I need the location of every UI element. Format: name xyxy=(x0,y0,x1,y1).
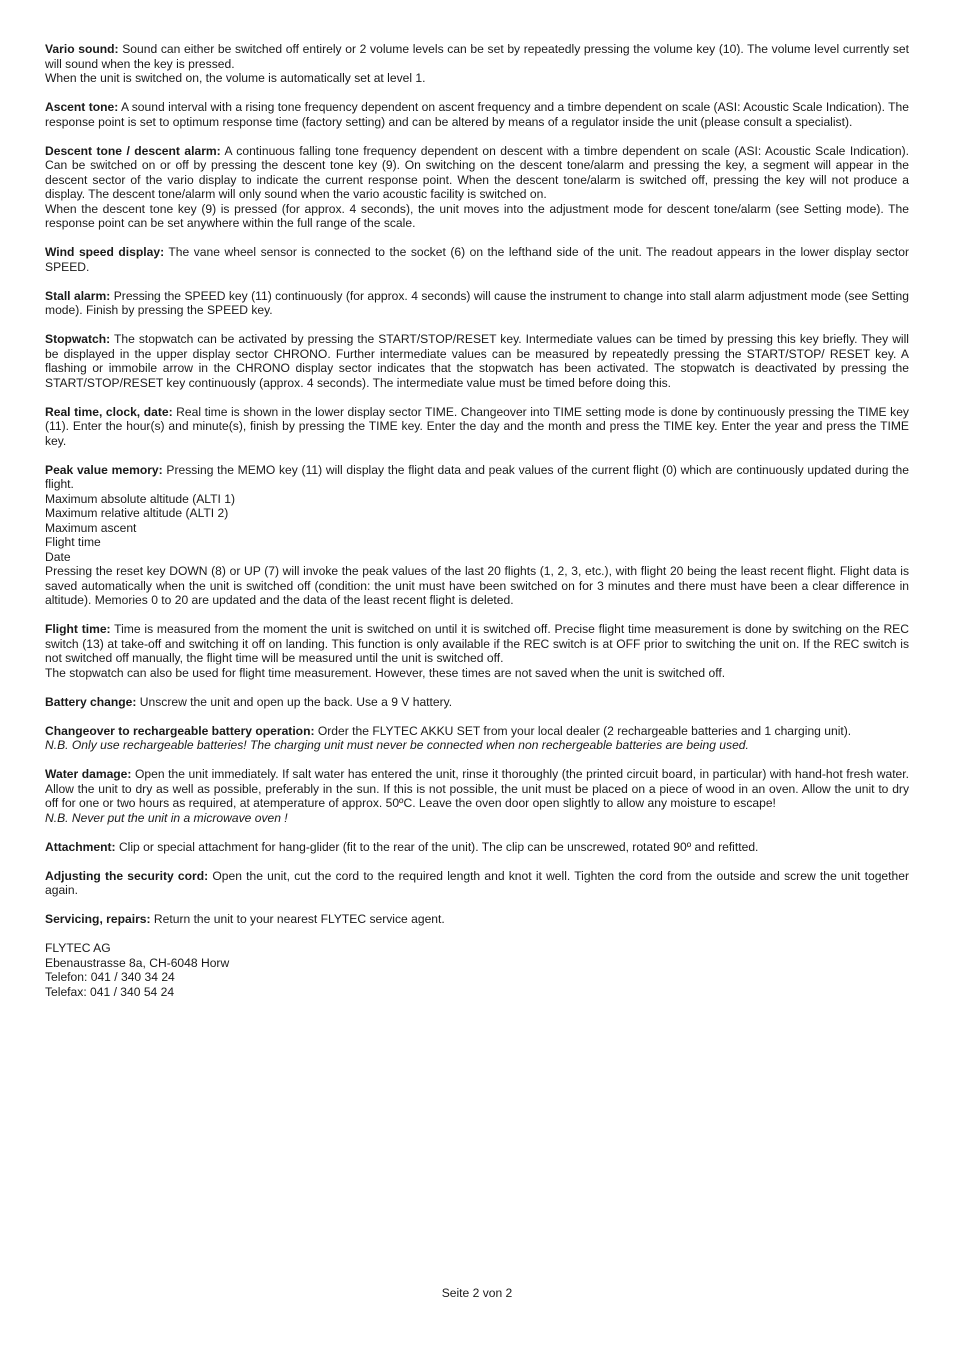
section-heading: Attachment: xyxy=(45,839,116,854)
section-paragraph xyxy=(45,289,909,318)
section-extra: The stopwatch can also be used for flight time measurement. However, these times are not saved when the unit is switched off. xyxy=(45,665,726,680)
section-body: The vane wheel sensor is connected to the socket (6) on the lefthand side of the unit. The readout appears in the lower display sector SPEED. xyxy=(45,245,909,274)
section-paragraph xyxy=(45,869,909,898)
section-body: The stopwatch can be activated by pressing the START/STOP/RESET key. Intermediate values can be timed by pressing this key briefly. They will be displayed in the upper display sector CHRONO. Further intermediate values can be measured by repeatedly pressing the START/STOP/ RESET key. A flashing or immobile arrow in the CHRONO display sector indicates that the stopwatch has been activated. The stopwatch is deactivated by pressing the START/STOP/RESET key continuously (approx. 4 seconds). The intermediate value must be timed before doing this. xyxy=(45,332,909,390)
section-body: Sound can either be switched off entirely or 2 volume levels can be set by repeatedly pressing the volume key (10). The volume level currently set will sound when the key is pressed. xyxy=(45,42,909,71)
list-item: Date xyxy=(45,549,71,564)
section-real-time xyxy=(45,405,909,449)
section-note: N.B. Only use rechargeable batteries! The charging unit must never be connected when non rechergeable batteries are being used. xyxy=(45,738,749,752)
list-item: Maximum absolute altitude (ALTI 1) xyxy=(45,491,235,506)
section-heading: Water damage: xyxy=(45,767,132,781)
section-paragraph xyxy=(45,245,909,274)
section-heading: Vario sound: xyxy=(45,42,119,56)
section-battery-change xyxy=(45,695,909,710)
section-heading: Battery change: xyxy=(45,694,137,709)
section-body: Order the FLYTEC AKKU SET from your local dealer (2 rechargeable batteries and 1 charging unit). xyxy=(317,723,852,738)
section-paragraph xyxy=(45,332,909,390)
phone-number: Telefon: 041 / 340 34 24 xyxy=(45,970,175,984)
section-heading: Stopwatch: xyxy=(45,332,111,346)
section-peak-value-memory xyxy=(45,463,909,608)
section-heading: Wind speed display: xyxy=(45,245,165,259)
section-ascent-tone xyxy=(45,100,909,129)
section-flight-time xyxy=(45,622,909,680)
section-heading: Peak value memory: xyxy=(45,462,163,477)
section-wind-speed-display xyxy=(45,245,909,274)
section-extra: When the descent tone key (9) is pressed (for approx. 4 seconds), the unit moves into the adjustment mode for descent tone/alarm (see Setting mode). The response point can be set anywhere within the full range of the scale. xyxy=(45,201,909,230)
section-body: Return the unit to your nearest FLYTEC service agent. xyxy=(153,912,445,926)
section-body: Pressing the MEMO key (11) will display the flight data and peak values of the current flight (0) which are continuously updated during the flight. xyxy=(45,462,909,491)
section-water-damage xyxy=(45,767,909,825)
section-stall-alarm xyxy=(45,289,909,318)
section-attachment xyxy=(45,840,909,855)
section-body: Unscrew the unit and open up the back. Use a 9 V hattery. xyxy=(139,694,453,709)
section-body: Real time is shown in the lower display sector TIME. Changeover into TIME setting mode is done by continuously pressing the TIME key (11). Enter the hour(s) and minute(s), finish by pressing the TIME key. Enter the day and the month and press the TIME key. Enter the year and press the TIME key. xyxy=(45,404,909,448)
section-paragraph xyxy=(45,695,909,710)
section-heading: Real time, clock, date: xyxy=(45,404,173,419)
section-paragraph xyxy=(45,767,909,811)
section-heading: Adjusting the security cord: xyxy=(45,868,209,883)
address-block xyxy=(45,941,909,999)
section-heading: Descent tone / descent alarm: xyxy=(45,143,221,158)
section-body: Time is measured from the moment the unit is switched on until it is switched off. Precise flight time measurement is done by switching on the REC switch (13) at take-off and switching it off on landing. This function is only available if the REC switch is at OFF prior to switching the unit on. If the REC switch is not switched off manually, the flight time will be measured until the unit is switched off. xyxy=(45,622,909,665)
section-body: Open the unit immediately. If salt water has entered the unit, rinse it thoroughly (the printed circuit board, in particular) with hand-hot fresh water. Allow the unit to dry as well as possible, preferably in the sun. If this is not possible, the unit must be placed on a piece of wood in an oven. Allow the unit to dry off for one or two hours as required, at atemperature of approx. 50ºC. Leave the oven door open slightly to allow any moisture to escape! xyxy=(45,767,909,810)
section-servicing xyxy=(45,912,909,927)
section-paragraph xyxy=(45,144,909,202)
section-paragraph xyxy=(45,622,909,666)
section-paragraph xyxy=(45,42,909,71)
list-item: Flight time xyxy=(45,535,101,549)
section-heading: Changeover to rechargeable battery operation: xyxy=(45,723,315,738)
company-name: FLYTEC AG xyxy=(45,941,111,955)
section-extra: Pressing the reset key DOWN (8) or UP (7) will invoke the peak values of the last 20 flights (1, 2, 3, etc.), with flight 20 being the least recent flight. Flight data is saved automatically when the unit is switched off (condition: the unit must have been switched on for 3 minutes and there must have been a clear difference in altitude). Memories 0 to 20 are updated and the data of the least recent flight is deleted. xyxy=(45,564,909,607)
section-descent-tone xyxy=(45,144,909,231)
page-number: Seite 2 von 2 xyxy=(441,1286,513,1300)
fax-number: Telefax: 041 / 340 54 24 xyxy=(45,984,175,999)
section-rechargeable-battery xyxy=(45,724,909,753)
section-body: Clip or special attachment for hang-glider (fit to the rear of the unit). The clip can be unscrewed, rotated 90º and refitted. xyxy=(118,839,759,854)
section-security-cord xyxy=(45,869,909,898)
section-note: N.B. Never put the unit in a microwave oven ! xyxy=(45,810,288,825)
section-heading: Stall alarm: xyxy=(45,288,111,303)
section-paragraph xyxy=(45,405,909,449)
section-paragraph xyxy=(45,100,909,129)
section-paragraph xyxy=(45,724,909,739)
list-item: Maximum ascent xyxy=(45,520,137,535)
street-address: Ebenaustrasse 8a, CH-6048 Horw xyxy=(45,955,230,970)
section-body: Open the unit, cut the cord to the required length and knot it well. Tighten the cord from the outside and screw the unit together again. xyxy=(45,868,909,897)
section-body: Pressing the SPEED key (11) continuously (for approx. 4 seconds) will cause the instrument to change into stall alarm adjustment mode (see Setting mode). Finish by pressing the SPEED key. xyxy=(45,288,909,317)
list-item: Maximum relative altitude (ALTI 2) xyxy=(45,506,229,520)
section-heading: Servicing, repairs: xyxy=(45,912,151,926)
section-stopwatch xyxy=(45,332,909,390)
section-heading: Ascent tone: xyxy=(45,100,119,114)
section-paragraph xyxy=(45,840,909,855)
section-paragraph xyxy=(45,912,909,927)
section-body: A continuous falling tone frequency dependent on descent with a timbre dependent on scale (ASI: Acoustic Scale Indication). Can be switched on or off by pressing the descent tone key (9). On switching on the descent tone/alarm and pressing the key, a segment will appear in the descent sector of the vario display to indicate the current response point. When the descent tone/alarm is switched off, pressing the key will not produce a display. The descent tone/alarm will only sound when the vario acoustic facility is switched on. xyxy=(45,143,909,201)
section-paragraph xyxy=(45,463,909,492)
section-vario-sound xyxy=(45,42,909,86)
document-page xyxy=(45,42,909,1014)
section-extra: When the unit is switched on, the volume is automatically set at level 1. xyxy=(45,71,426,85)
section-heading: Flight time: xyxy=(45,622,111,636)
section-body: A sound interval with a rising tone frequency dependent on ascent frequency and a timbre dependent on scale (ASI: Acoustic Scale Indication). The response point is set to optimum response time (factory setting) and can be altered by means of a regulator inside the unit (please consult a specialist). xyxy=(45,100,909,129)
